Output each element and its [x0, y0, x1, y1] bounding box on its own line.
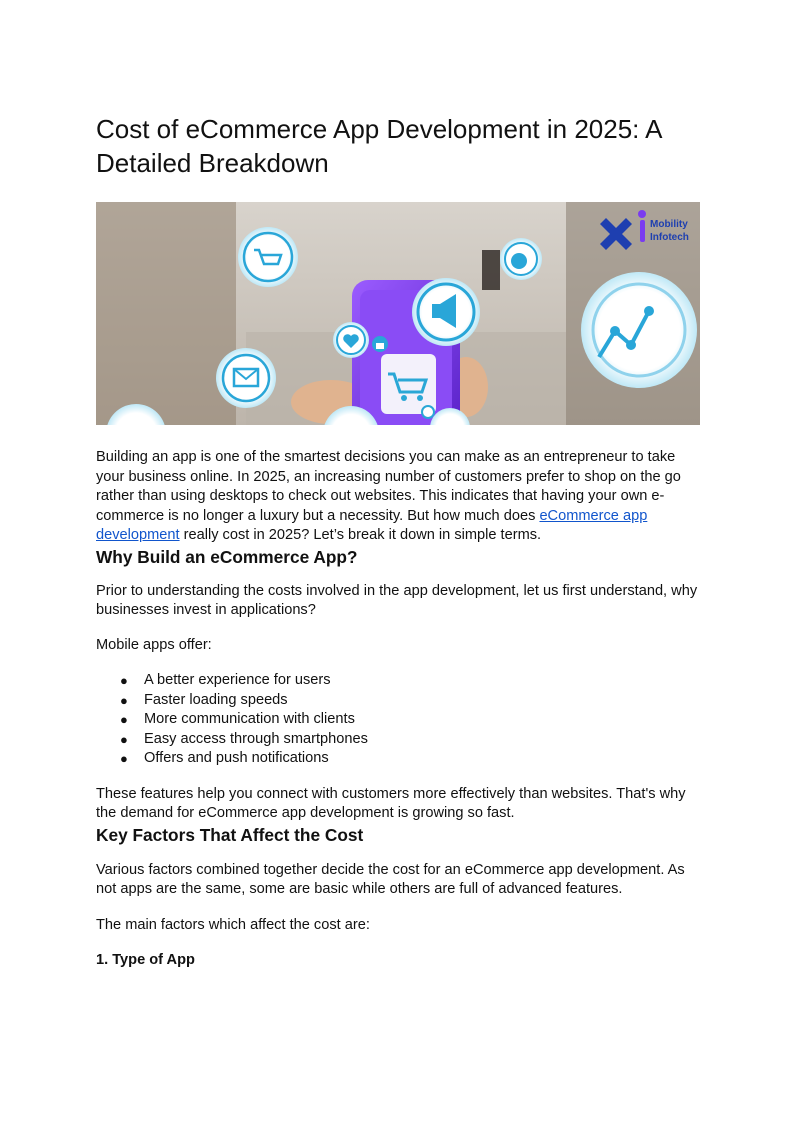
type-of-app-heading: 1. Type of App — [96, 952, 195, 968]
list-item: ● A better experience for users — [96, 671, 700, 691]
cart-wheel-icon — [417, 395, 423, 401]
benefits-list — [96, 671, 700, 769]
megaphone-bubble-icon — [412, 278, 480, 346]
logo-line1: Mobility — [650, 219, 688, 230]
key-factors-heading: Key Factors That Affect the Cost — [96, 824, 364, 845]
various-paragraph: Various factors combined together decide the cost for an eCommerce app development. As not apps are the same, some are basic while others are full of advanced features. — [96, 861, 685, 897]
bullet-icon: ● — [120, 751, 128, 766]
left-building — [96, 202, 236, 425]
prior-paragraph: Prior to understanding the costs involved in the app development, let us first understand, why businesses invest in applications? — [96, 582, 698, 618]
chat-bubble-icon — [500, 238, 542, 280]
intro-paragraph — [96, 448, 700, 546]
bullet-icon: ● — [120, 731, 128, 747]
check-icon — [422, 406, 434, 418]
hero-image — [96, 202, 700, 425]
hero-illustration — [96, 202, 700, 425]
intro-text-before: Building an app is one of the smartest decisions you can make as an entrepreneur to take your business online. In 2025, an increasing number of customers prefer to shop on the go rather than using desktops to check out websites. This indicates that having your own e-commerce is no longer a luxury but a necessity. But how much does — [96, 449, 681, 524]
lock-badge-icon — [372, 336, 388, 352]
bullet-icon: ● — [120, 712, 128, 727]
mail-bubble-icon — [216, 348, 276, 408]
bullet-icon: ● — [120, 692, 128, 708]
list-item: ● Easy access through smartphones — [96, 730, 700, 750]
ecommerce-app-development-link[interactable]: eCommerce app development — [96, 507, 648, 543]
analytics-bubble-icon — [581, 272, 697, 388]
cart-wheel-icon — [401, 395, 407, 401]
bullet-icon: ● — [120, 673, 128, 688]
closing-paragraph: These features help you connect with customers more effectively than websites. That's why the demand for eCommerce app development is growing so fast. — [96, 785, 686, 821]
main-factors-paragraph: The main factors which affect the cost are: — [96, 916, 370, 933]
why-heading: Why Build an eCommerce App? — [96, 546, 358, 567]
street-lamp — [482, 250, 500, 290]
document-page — [96, 112, 700, 971]
logo-line2: Infotech — [650, 232, 689, 243]
page-title: Cost of eCommerce App Development in 2025: A Detailed Breakdown — [96, 114, 662, 178]
list-item: ● Faster loading speeds — [96, 691, 700, 711]
list-item: ● More communication with clients — [96, 710, 700, 730]
offer-label: Mobile apps offer: — [96, 636, 212, 653]
intro-text-after: really cost in 2025? Let’s break it down in simple terms. — [179, 527, 542, 543]
phone-card — [381, 354, 436, 414]
list-item: ● Offers and push notifications — [96, 749, 700, 769]
cart-bubble-icon — [238, 227, 298, 287]
heart-bubble-icon — [333, 322, 369, 358]
